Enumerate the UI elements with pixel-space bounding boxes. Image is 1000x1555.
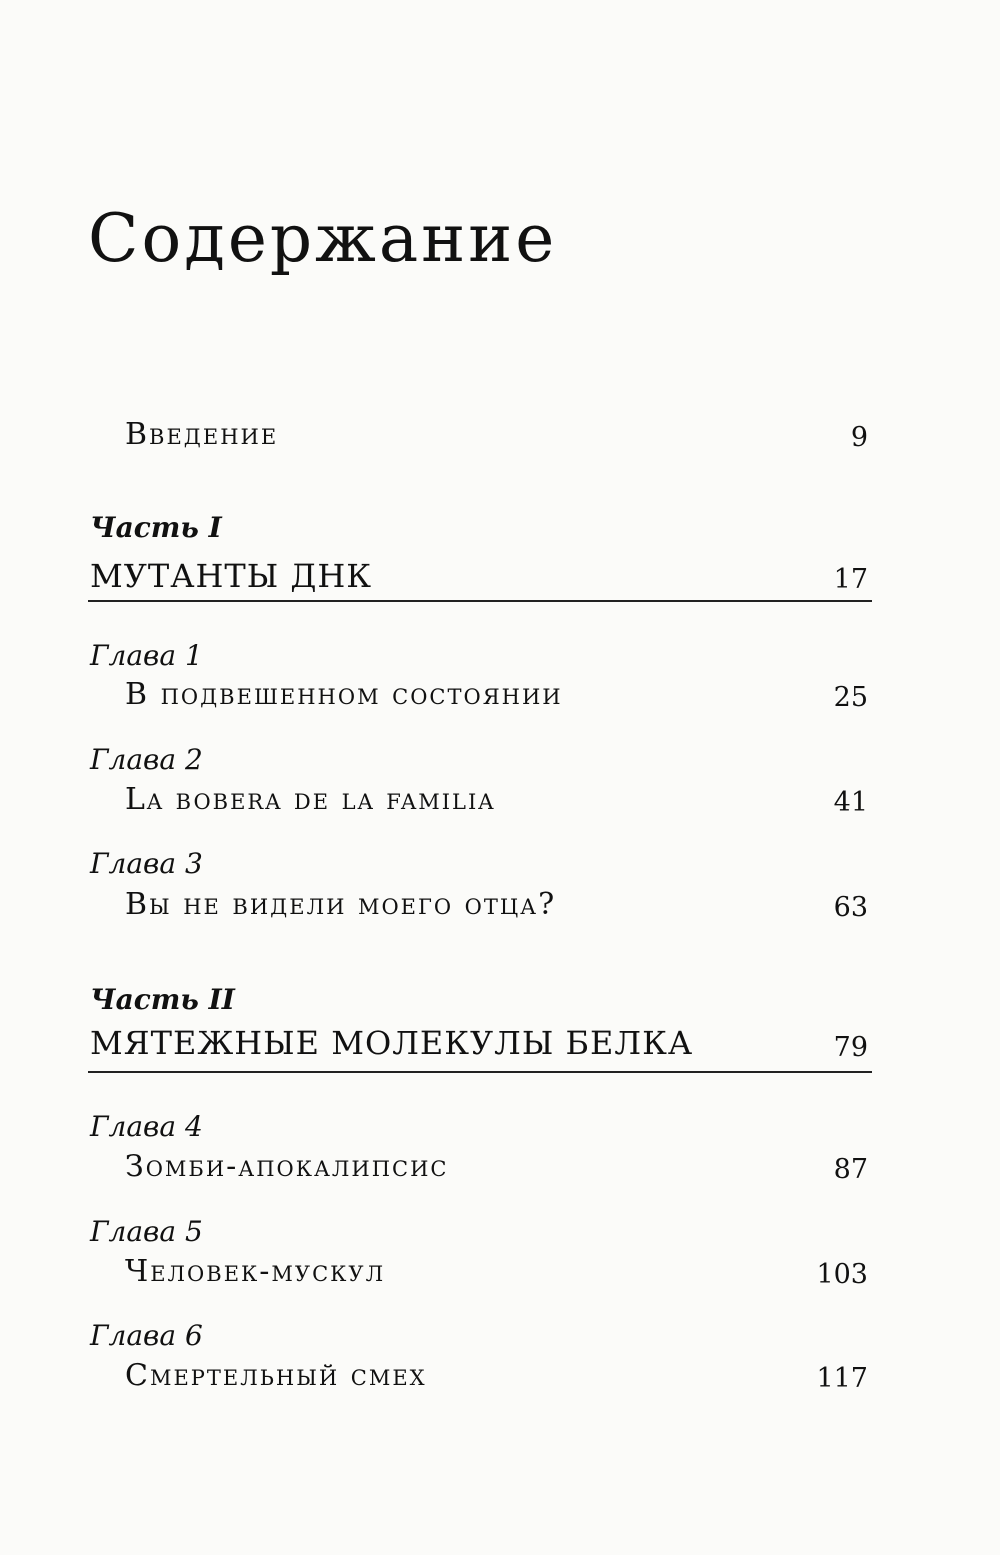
part-page-number: 17 [833,564,868,595]
chapter-label: Глава 2 [90,743,203,776]
chapter-page-number: 41 [833,787,868,818]
chapter-title: Зомби-апокалипсис [125,1149,449,1184]
chapter-page-number: 25 [833,682,868,713]
part-divider [88,600,872,602]
intro-page-number: 9 [850,422,868,453]
chapter-label: Глава 1 [90,639,203,672]
part-label: Часть I [90,511,222,544]
chapter-page-number: 87 [833,1154,868,1185]
chapter-label: Глава 5 [90,1215,203,1248]
chapter-title: Вы не видели моего отца? [125,887,557,922]
chapter-title: Человек-мускул [125,1254,386,1289]
chapter-page-number: 117 [816,1363,868,1394]
part-title: МУТАНТЫ ДНК [90,557,373,595]
chapter-title: В подвешенном состоянии [125,677,563,712]
page-title: Содержание [88,200,558,277]
chapter-label: Глава 4 [90,1110,203,1143]
chapter-title: Смертельный смех [125,1358,427,1393]
chapter-page-number: 63 [833,892,868,923]
part-title: МЯТЕЖНЫЕ МОЛЕКУЛЫ БЕЛКА [90,1024,694,1062]
part-page-number: 79 [833,1032,868,1063]
chapter-title: La bobera de la familia [125,782,496,817]
part-label: Часть II [90,983,235,1016]
chapter-label: Глава 3 [90,847,203,880]
intro-title: Введение [125,417,279,452]
chapter-page-number: 103 [816,1259,868,1290]
part-divider [88,1071,872,1073]
chapter-label: Глава 6 [90,1319,203,1352]
